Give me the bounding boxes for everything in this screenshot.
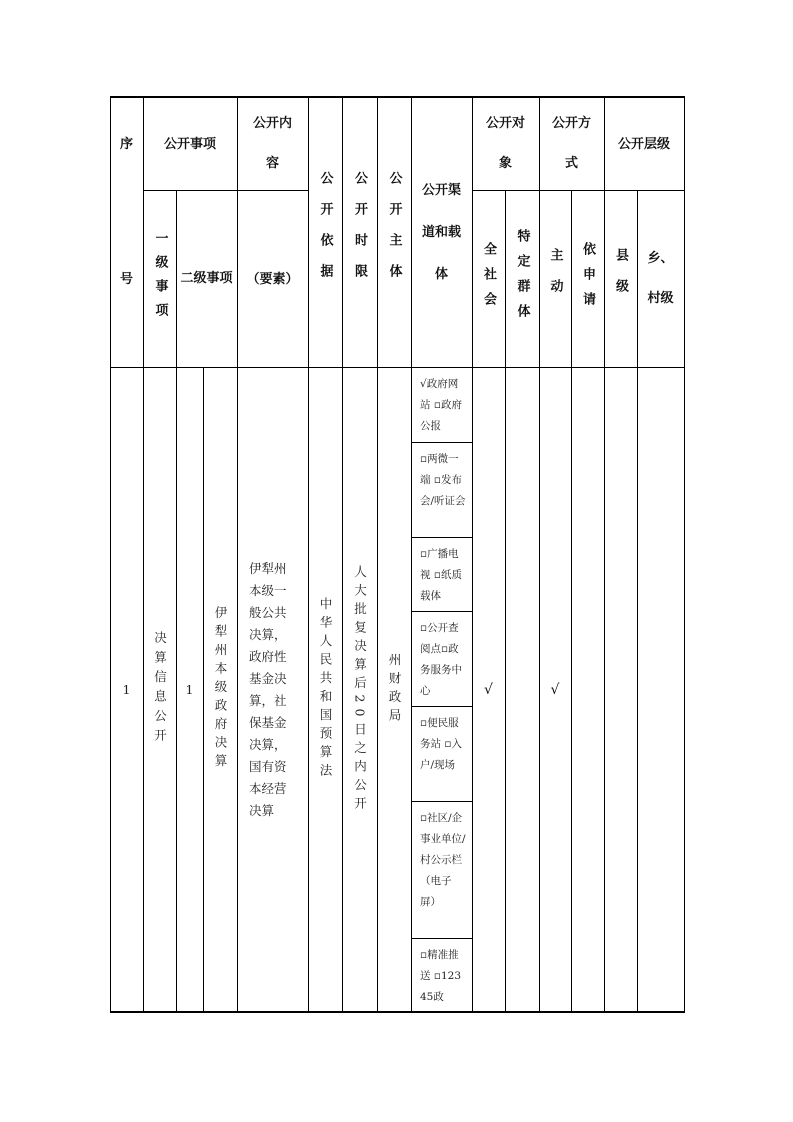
header-public-items: 公开事项 (163, 136, 216, 152)
row-level2-seq: 1 (185, 682, 194, 697)
header-channels: 公开渠道和载体 (421, 182, 461, 282)
header-mode: 公开方式 (552, 116, 592, 171)
header-level-township: 乡、村级 (647, 251, 674, 306)
header-audience: 公开对象 (486, 116, 526, 171)
row-content: 伊犁州本级一般公共决算，政府性基金决算，社保基金决算，国有资本经营决算 (249, 560, 287, 818)
row-audience-specific (505, 368, 539, 1011)
header-level1-items: 一级事项 (152, 231, 168, 327)
row-level-township (637, 368, 684, 1011)
row-subject: 州财政局 (387, 652, 402, 727)
header-elements: （要素） (246, 271, 299, 287)
header-public-content: 公开内容 (252, 116, 292, 171)
header-level-county: 县级 (613, 248, 628, 310)
row-level2: 伊犁州本级政府决算 (213, 606, 228, 773)
row-audience-all-check: √ (484, 681, 493, 698)
header-audience-specific: 特定群体 (514, 229, 530, 329)
header-time-limit: 公开时限 (352, 170, 367, 295)
row-time-limit: 人大批复决算后20日之内公开 (352, 564, 368, 815)
header-seq-bottom (110, 191, 143, 367)
row-mode-active-check: √ (550, 681, 560, 698)
channel-item: √政府网站 ▫政府公报 (420, 378, 462, 432)
header-subject: 公开主体 (386, 170, 402, 295)
header-seq-char1: 序 (119, 136, 133, 152)
channel-item: ▫两微一端 ▫发布会/听证会 (420, 453, 466, 507)
header-mode-request: 依申请 (580, 241, 595, 317)
channel-item: ▫便民服务站 ▫入户/现场 (420, 717, 462, 771)
row-basis: 中华人民共和国预算法 (318, 597, 333, 782)
header-level: 公开层级 (617, 136, 670, 152)
header-mode-active: 主动 (547, 248, 563, 310)
row-seq: 1 (122, 682, 131, 697)
header-basis: 公开依据 (317, 170, 333, 295)
row-mode-request (571, 368, 604, 1011)
channel-item: ▫社区/企事业单位/村公示栏（电子屏） (420, 812, 466, 908)
header-level2-items: 二级事项 (180, 271, 233, 286)
channel-item: ▫公开查阅点▫政务服务中心 (420, 622, 462, 697)
row-level-county (604, 368, 637, 1011)
channel-item: ▫广播电视 ▫纸质载体 (420, 548, 462, 602)
header-seq-top (110, 98, 143, 190)
header-audience-all: 全社会 (481, 241, 496, 317)
header-seq-char2: 号 (119, 271, 133, 287)
row-level1: 决算信息公开 (152, 631, 168, 748)
channel-item: ▫精准推送 ▫12345政 (420, 949, 461, 1003)
